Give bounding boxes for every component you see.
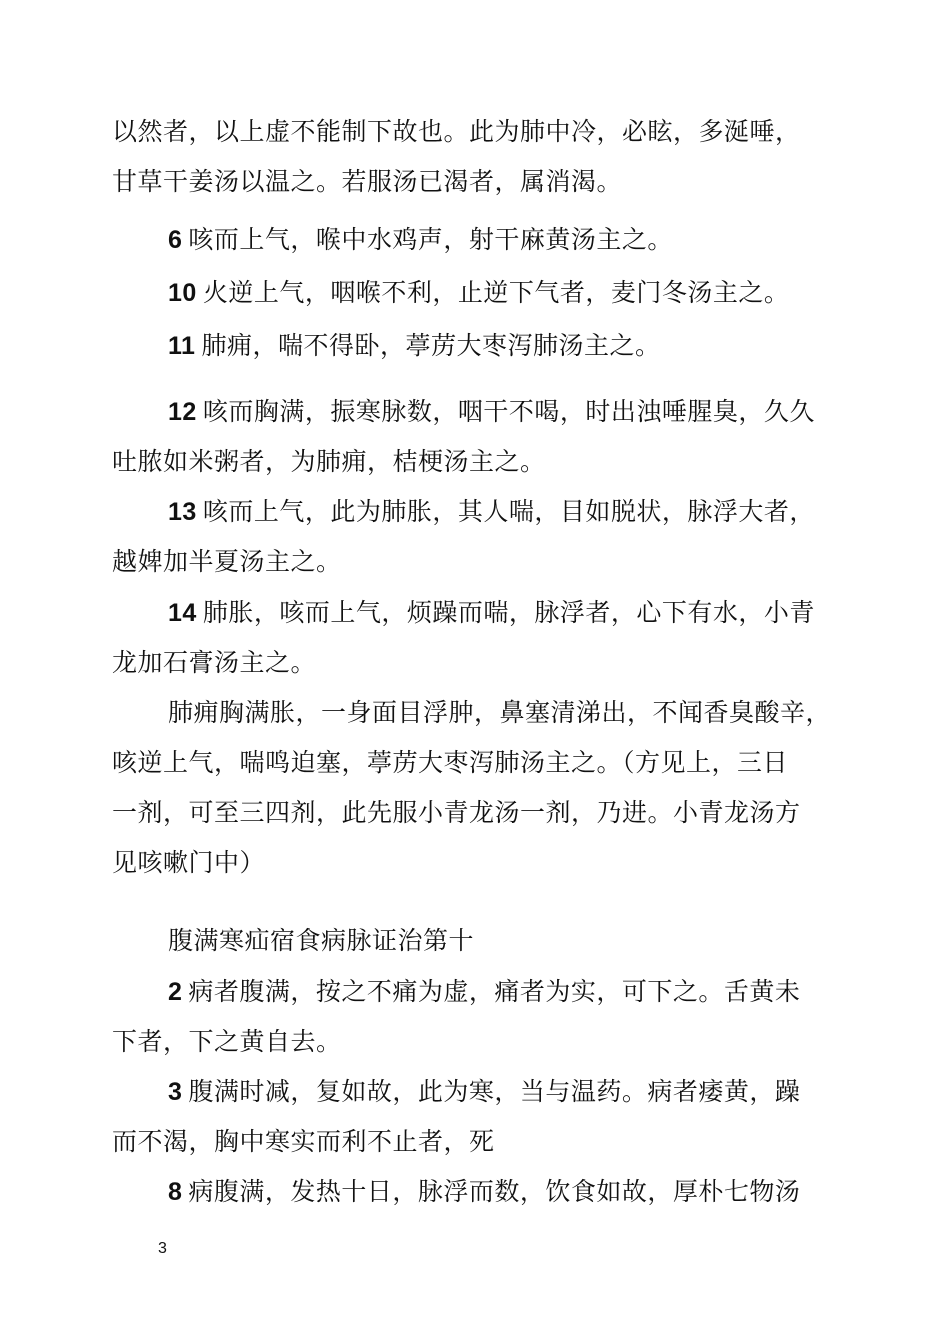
text-line: 而不渴，胸中寒实而利不止者，死 xyxy=(112,1127,495,1156)
text-line: 肺痈胸满胀，一身面目浮肿，鼻塞清涕出，不闻香臭酸辛， xyxy=(168,698,832,727)
text-line xyxy=(168,223,673,257)
text-line: 下者，下之黄自去。 xyxy=(112,1027,342,1056)
clause-text: 肺胀，咳而上气，烦躁而喘，脉浮者，心下有水，小青 xyxy=(202,598,815,627)
page-number: 3 xyxy=(158,1240,167,1257)
clause-text: 火逆上气，咽喉不利，止逆下气者，麦门冬汤主之。 xyxy=(202,278,790,307)
text-line: 越婢加半夏汤主之。 xyxy=(112,547,342,576)
clause-number: 10 xyxy=(168,279,197,307)
clause-number: 12 xyxy=(168,398,197,426)
clause-text: 病腹满，发热十日，脉浮而数，饮食如故，厚朴七物汤 xyxy=(188,1177,801,1206)
clause-number: 2 xyxy=(168,978,183,1006)
text-line xyxy=(168,1075,800,1109)
clause-number: 13 xyxy=(168,498,197,526)
text-line xyxy=(168,975,800,1009)
clause-text: 咳而胸满，振寒脉数，咽干不喝，时出浊唾腥臭，久久 xyxy=(202,397,815,426)
text-line xyxy=(168,1175,800,1209)
clause-number: 11 xyxy=(168,332,196,360)
text-line xyxy=(168,329,660,363)
text-line: 见咳嗽门中） xyxy=(112,848,266,877)
clause-number: 8 xyxy=(168,1178,183,1206)
text-line: 咳逆上气，喘鸣迫塞，葶苈大枣泻肺汤主之。（方见上，三日 xyxy=(112,748,789,777)
section-heading: 腹满寒疝宿食病脉证治第十 xyxy=(168,926,475,955)
clause-text: 肺痈，喘不得卧，葶苈大枣泻肺汤主之。 xyxy=(201,331,661,360)
text-line: 龙加石膏汤主之。 xyxy=(112,648,317,677)
clause-text: 病者腹满，按之不痛为虚，痛者为实，可下之。舌黄未 xyxy=(188,977,801,1006)
text-line: 以然者，以上虚不能制下故也。此为肺中冷，必眩，多涎唾， xyxy=(112,117,801,146)
clause-text: 腹满时减，复如故，此为寒，当与温药。病者痿黄，躁 xyxy=(188,1077,801,1106)
clause-number: 6 xyxy=(168,226,183,254)
clause-number: 3 xyxy=(168,1078,183,1106)
text-line xyxy=(168,495,815,529)
text-line: 吐脓如米粥者，为肺痈，桔梗汤主之。 xyxy=(112,447,546,476)
text-line: 一剂，可至三四剂，此先服小青龙汤一剂，乃进。小青龙汤方 xyxy=(112,798,801,827)
text-line xyxy=(168,395,815,429)
text-line: 甘草干姜汤以温之。若服汤已渴者，属消渴。 xyxy=(112,167,623,196)
clause-text: 咳而上气，喉中水鸡声，射干麻黄汤主之。 xyxy=(188,225,673,254)
clause-number: 14 xyxy=(168,599,197,627)
text-line xyxy=(168,276,789,310)
clause-text: 咳而上气，此为肺胀，其人喘，目如脱状，脉浮大者， xyxy=(202,497,815,526)
text-line xyxy=(168,596,815,630)
